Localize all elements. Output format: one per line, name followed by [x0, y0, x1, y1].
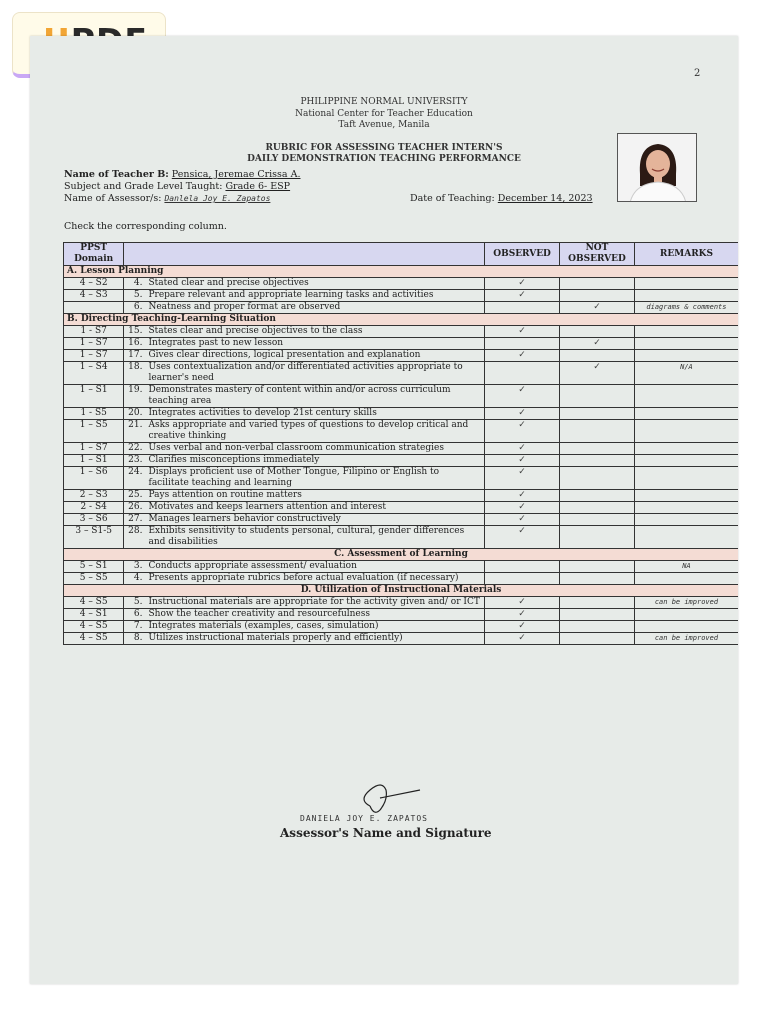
table-row [64, 514, 739, 526]
header-criteria [124, 243, 485, 266]
not-observed-check [560, 350, 635, 362]
not-observed-check [560, 408, 635, 420]
ppst-domain-code: 4 – S2 [64, 278, 124, 290]
remarks-note [634, 621, 738, 633]
remarks-note [634, 290, 738, 302]
observed-check: ✓ [485, 526, 560, 549]
remarks-note [634, 490, 738, 502]
section-title: D. Utilization of Instructional Materials [64, 585, 739, 597]
criterion-number: 5. [124, 597, 146, 609]
remarks-note: N/A [634, 362, 738, 385]
not-observed-check [560, 597, 635, 609]
teacher-name: Pensica, Jeremae Crissa A. [171, 169, 301, 180]
remarks-note [634, 514, 738, 526]
not-observed-check [560, 621, 635, 633]
table-row [64, 408, 739, 420]
ppst-domain-code: 1 – S7 [64, 443, 124, 455]
observed-check: ✓ [485, 443, 560, 455]
table-row [64, 302, 739, 314]
table-row [64, 443, 739, 455]
section-assessment [64, 549, 739, 561]
not-observed-check [560, 633, 635, 645]
not-observed-check [560, 455, 635, 467]
criterion-text: Manages learners behavior constructively [145, 514, 484, 526]
ppst-domain-code: 4 – S3 [64, 290, 124, 302]
section-instructional-materials [64, 585, 739, 597]
ppst-domain-code: 1 – S7 [64, 350, 124, 362]
criterion-text: Integrates past to new lesson [145, 338, 484, 350]
not-observed-check: ✓ [560, 338, 635, 350]
ppst-domain-code: 4 – S1 [64, 609, 124, 621]
not-observed-check [560, 385, 635, 408]
header-remarks: REMARKS [634, 243, 738, 266]
rubric-table [63, 242, 738, 645]
criterion-number: 27. [124, 514, 146, 526]
criterion-text: Integrates activities to develop 21st century skills [145, 408, 484, 420]
criterion-text: Clarifies misconceptions immediately [145, 455, 484, 467]
teacher-photo [617, 133, 697, 202]
not-observed-check [560, 609, 635, 621]
date-line: Date of Teaching: December 14, 2023 [410, 193, 593, 204]
ppst-domain-code [64, 302, 124, 314]
criterion-number: 23. [124, 455, 146, 467]
criterion-number: 19. [124, 385, 146, 408]
observed-check: ✓ [485, 420, 560, 443]
remarks-note: NA [634, 561, 738, 573]
criterion-number: 18. [124, 362, 146, 385]
criterion-text: Neatness and proper format are observed [145, 302, 484, 314]
observed-check: ✓ [485, 502, 560, 514]
remarks-note [634, 502, 738, 514]
not-observed-check [560, 467, 635, 490]
not-observed-check [560, 526, 635, 549]
ppst-domain-code: 1 – S6 [64, 467, 124, 490]
criterion-text: Conducts appropriate assessment/ evaluation [145, 561, 484, 573]
remarks-note [634, 278, 738, 290]
not-observed-check [560, 502, 635, 514]
table-row [64, 621, 739, 633]
remarks-note [634, 385, 738, 408]
table-row [64, 609, 739, 621]
criterion-text: Uses verbal and non-verbal classroom communication strategies [145, 443, 484, 455]
criterion-text: Uses contextualization and/or differentiated activities appropriate to learner's need [145, 362, 484, 385]
header-ppst-domain: PPST Domain [64, 243, 124, 266]
university-address: Taft Avenue, Manila [338, 120, 430, 130]
table-row [64, 573, 739, 585]
not-observed-check [560, 290, 635, 302]
observed-check: ✓ [485, 490, 560, 502]
criterion-text: Demonstrates mastery of content within and/or across curriculum teaching area [145, 385, 484, 408]
criterion-text: States clear and precise objectives to the class [145, 326, 484, 338]
observed-check: ✓ [485, 408, 560, 420]
table-row [64, 278, 739, 290]
observed-check: ✓ [485, 621, 560, 633]
observed-check: ✓ [485, 455, 560, 467]
ppst-domain-code: 2 - S4 [64, 502, 124, 514]
remarks-note [634, 350, 738, 362]
section-directing-teaching [64, 314, 739, 326]
table-row [64, 350, 739, 362]
criterion-number: 25. [124, 490, 146, 502]
signature-caption: Assessor's Name and Signature [280, 826, 492, 840]
header-not-observed: NOT OBSERVED [560, 243, 635, 266]
criterion-number: 21. [124, 420, 146, 443]
criterion-text: Asks appropriate and varied types of questions to develop critical and creative thinking [145, 420, 484, 443]
section-title: B. Directing Teaching-Learning Situation [64, 314, 739, 326]
table-row [64, 455, 739, 467]
assessor-line: Name of Assessor/s: Danlela Joy E. Zapatos [64, 193, 271, 204]
criterion-text: Displays proficient use of Mother Tongue, Filipino or English to facilitate teaching and learning [145, 467, 484, 490]
table-row [64, 490, 739, 502]
criterion-text: Utilizes instructional materials properly and efficiently) [145, 633, 484, 645]
remarks-note [634, 408, 738, 420]
table-row [64, 633, 739, 645]
table-row [64, 326, 739, 338]
table-row [64, 338, 739, 350]
not-observed-check [560, 443, 635, 455]
observed-check [485, 338, 560, 350]
table-header-row [64, 243, 739, 266]
observed-check: ✓ [485, 609, 560, 621]
ppst-domain-code: 5 – S5 [64, 573, 124, 585]
criterion-text: Integrates materials (examples, cases, simulation) [145, 621, 484, 633]
not-observed-check: ✓ [560, 302, 635, 314]
criterion-text: Motivates and keeps learners attention and interest [145, 502, 484, 514]
center-name: National Center for Teacher Education [295, 108, 473, 119]
criterion-number: 28. [124, 526, 146, 549]
observed-check: ✓ [485, 326, 560, 338]
ppst-domain-code: 1 – S7 [64, 338, 124, 350]
teacher-name-line: Name of Teacher B: Pensica, Jeremae Crissa A. [64, 169, 301, 180]
teaching-date: December 14, 2023 [497, 193, 593, 204]
section-lesson-planning [64, 266, 739, 278]
remarks-note: can be improved [634, 597, 738, 609]
ppst-domain-code: 1 – S1 [64, 385, 124, 408]
remarks-note [634, 455, 738, 467]
ppst-domain-code: 4 – S5 [64, 633, 124, 645]
ppst-domain-code: 1 - S7 [64, 326, 124, 338]
ppst-domain-code: 5 – S1 [64, 561, 124, 573]
criterion-text: Presents appropriate rubrics before actual evaluation (if necessary) [145, 573, 484, 585]
table-row [64, 467, 739, 490]
ppst-domain-code: 3 – S6 [64, 514, 124, 526]
table-row [64, 526, 739, 549]
not-observed-check [560, 573, 635, 585]
remarks-note: can be improved [634, 633, 738, 645]
remarks-note [634, 326, 738, 338]
not-observed-check: ✓ [560, 362, 635, 385]
not-observed-check [560, 514, 635, 526]
criterion-number: 26. [124, 502, 146, 514]
criterion-number: 4. [124, 278, 146, 290]
ppst-domain-code: 1 – S1 [64, 455, 124, 467]
instruction-text: Check the corresponding column. [64, 221, 227, 232]
criterion-text: Gives clear directions, logical presentation and explanation [145, 350, 484, 362]
remarks-note [634, 526, 738, 549]
remarks-note [634, 609, 738, 621]
criterion-number: 20. [124, 408, 146, 420]
table-row [64, 502, 739, 514]
observed-check: ✓ [485, 350, 560, 362]
criterion-text: Stated clear and precise objectives [145, 278, 484, 290]
criterion-number: 7. [124, 621, 146, 633]
page-number: 2 [694, 68, 701, 79]
rubric-title: RUBRIC FOR ASSESSING TEACHER INTERN'S DAILY DEMONSTRATION TEACHING PERFORMANCE [247, 143, 521, 164]
criterion-number: 3. [124, 561, 146, 573]
criterion-text: Prepare relevant and appropriate learning tasks and activities [145, 290, 484, 302]
observed-check: ✓ [485, 278, 560, 290]
observed-check [485, 561, 560, 573]
criterion-number: 24. [124, 467, 146, 490]
table-row [64, 561, 739, 573]
assessor-name: Danlela Joy E. Zapatos [164, 194, 271, 203]
not-observed-check [560, 561, 635, 573]
observed-check: ✓ [485, 514, 560, 526]
table-row [64, 362, 739, 385]
ppst-domain-code: 1 - S5 [64, 408, 124, 420]
subject-line: Subject and Grade Level Taught: Grade 6- ESP [64, 181, 291, 192]
observed-check [485, 573, 560, 585]
criterion-number: 8. [124, 633, 146, 645]
observed-check: ✓ [485, 467, 560, 490]
not-observed-check [560, 420, 635, 443]
criterion-text: Exhibits sensitivity to students personal, cultural, gender differences and disabilities [145, 526, 484, 549]
ppst-domain-code: 4 – S5 [64, 621, 124, 633]
criterion-number: 22. [124, 443, 146, 455]
remarks-note [634, 467, 738, 490]
table-row [64, 290, 739, 302]
section-title: A. Lesson Planning [64, 266, 739, 278]
ppst-domain-code: 1 – S5 [64, 420, 124, 443]
university-name: PHILIPPINE NORMAL UNIVERSITY [300, 97, 468, 107]
criterion-number: 17. [124, 350, 146, 362]
criterion-text: Pays attention on routine matters [145, 490, 484, 502]
ppst-domain-code: 1 – S4 [64, 362, 124, 385]
document-page [30, 36, 738, 984]
remarks-note [634, 573, 738, 585]
criterion-number: 4. [124, 573, 146, 585]
assessor-printed-name: DANIELA JOY E. ZAPATOS [300, 814, 428, 823]
remarks-note [634, 443, 738, 455]
criterion-number: 16. [124, 338, 146, 350]
university-header [30, 97, 738, 132]
observed-check: ✓ [485, 633, 560, 645]
ppst-domain-code: 4 – S5 [64, 597, 124, 609]
remarks-note [634, 420, 738, 443]
table-row [64, 597, 739, 609]
ppst-domain-code: 2 – S3 [64, 490, 124, 502]
table-row [64, 420, 739, 443]
criterion-text: Instructional materials are appropriate for the activity given and/ or ICT [145, 597, 484, 609]
remarks-note [634, 338, 738, 350]
section-title: C. Assessment of Learning [64, 549, 739, 561]
criterion-number: 5. [124, 290, 146, 302]
not-observed-check [560, 278, 635, 290]
observed-check: ✓ [485, 597, 560, 609]
not-observed-check [560, 490, 635, 502]
observed-check [485, 362, 560, 385]
criterion-number: 6. [124, 302, 146, 314]
criterion-text: Show the teacher creativity and resourcefulness [145, 609, 484, 621]
signature-mark [340, 776, 430, 816]
observed-check: ✓ [485, 290, 560, 302]
observed-check [485, 302, 560, 314]
ppst-domain-code: 3 – S1-5 [64, 526, 124, 549]
criterion-number: 6. [124, 609, 146, 621]
remarks-note: diagrams & comments [634, 302, 738, 314]
subject-value: Grade 6- ESP [225, 181, 291, 192]
header-observed: OBSERVED [485, 243, 560, 266]
criterion-number: 15. [124, 326, 146, 338]
table-row [64, 385, 739, 408]
observed-check: ✓ [485, 385, 560, 408]
not-observed-check [560, 326, 635, 338]
